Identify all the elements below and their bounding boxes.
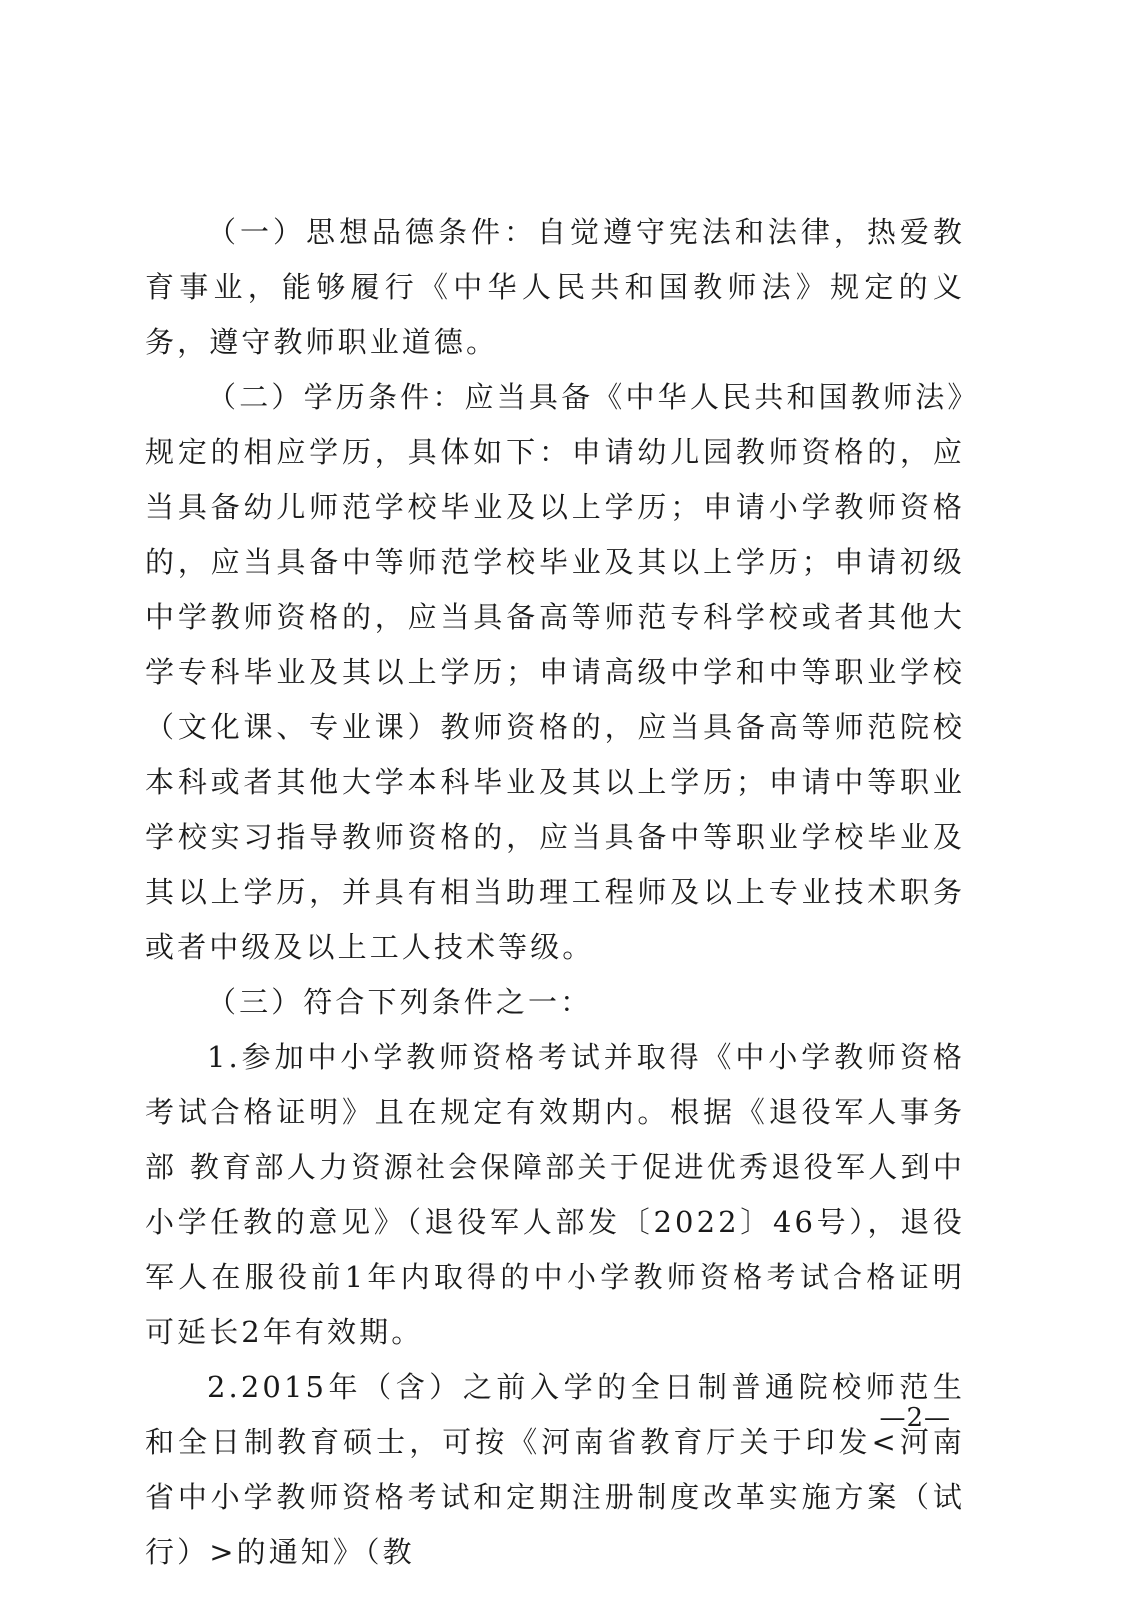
paragraph-item-2: 2.2015年（含）之前入学的全日制普通院校师范生和全日制教育硕士，可按《河南省教育厅关于印发<河南省中小学教师资格考试和定期注册制度改革实施方案（试行）>的通知》（教 (145, 1370, 965, 1569)
page-number: —2— (879, 1403, 951, 1433)
document-body (145, 205, 965, 1580)
paragraph-education-conditions: （二）学历条件：应当具备《中华人民共和国教师法》规定的相应学历，具体如下：申请幼儿园教师资格的，应当具备幼儿师范学校毕业及以上学历；申请小学教师资格的，应当具备中等师范学校毕业及其以上学历；申请初级中学教师资格的，应当具备高等师范专科学校或者其他大学专科毕业及其以上学历；申请高级中学和中等职业学校（文化课、专业课）教师资格的，应当具备高等师范院校本科或者其他大学本科毕业及其以上学历；申请中等职业学校实习指导教师资格的，应当具备中等职业学校毕业及其以上学历，并具有相当助理工程师及以上专业技术职务或者中级及以上工人技术等级。 (145, 380, 965, 964)
paragraph-moral-conditions: （一）思想品德条件：自觉遵守宪法和法律，热爱教育事业，能够履行《中华人民共和国教师法》规定的义务，遵守教师职业道德。 (145, 215, 965, 359)
paragraph-other-conditions-heading: （三）符合下列条件之一： (207, 985, 593, 1019)
paragraph-item-1: 1.参加中小学教师资格考试并取得《中小学教师资格考试合格证明》且在规定有效期内。根据《退役军人事务部 教育部人力资源社会保障部关于促进优秀退役军人到中小学任教的意见》（退役军人部发〔2022〕46号），退役军人在服役前1年内取得的中小学教师资格考试合格证明可延长2年有效期。 (145, 1040, 965, 1349)
